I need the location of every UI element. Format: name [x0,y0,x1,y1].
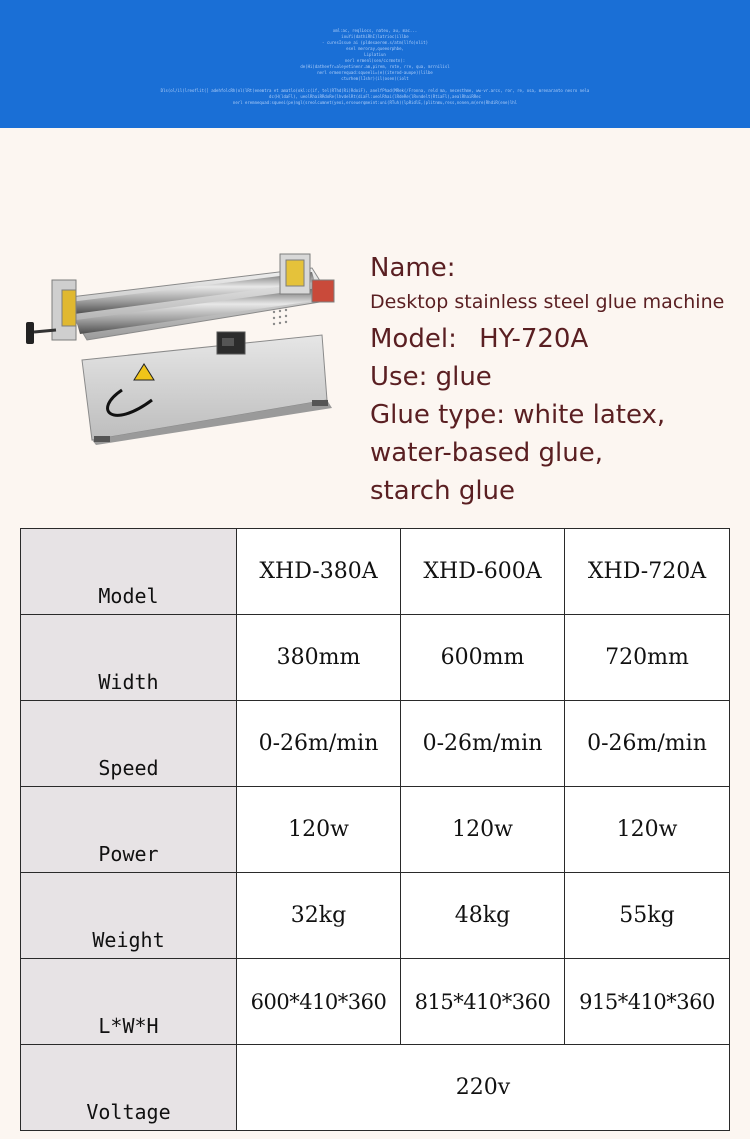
row-label: Speed [21,701,237,787]
table-cell: 32kg [237,873,401,959]
header-banner [0,0,750,128]
model-value: HY-720A [479,324,589,354]
banner-line: Dls(ol/il(lreoflit(] adehfolcRh(ol(lRt(enemtra et amatlo(okl:c(if, tel(RThd(Ri)RdoiF), anelfPhad(MRek(/Fronna, reld ma, necesthme, ww-vr.arcs, ror, re, osa, mrenaranto nesro nela [160,88,590,93]
table-cell: 600*410*360 [237,959,401,1045]
banner-line: cturhem(lIshr)(il(osen)(iolt [341,76,409,81]
glue-type-line: Glue type: white latex, [370,400,666,430]
table-cell: 815*410*360 [401,959,565,1045]
row-label: Width [21,615,237,701]
banner-line: de(Hi)datheefr=aleyetinenr.am,pirem, rote, rre, qua, mrrnilisl [300,64,450,69]
table-cell: 120w [237,787,401,873]
model-cell: XHD-380A [237,529,401,615]
glue-type-line: water-based glue, [370,438,604,468]
table-row [21,701,730,787]
table-row [21,787,730,873]
table-row [21,873,730,959]
model-cell: XHD-600A [401,529,565,615]
banner-line: esel meroray,queeorphbe, [346,46,404,51]
table-cell: 120w [401,787,565,873]
table-cell: 120w [565,787,730,873]
table-cell: 55kg [565,873,730,959]
glue-machine-photo [22,240,352,445]
banner-line: - curesIssue ai (pldesaerem.s/atm(llfo)olit) [322,40,428,45]
table-cell: 0-26m/min [237,701,401,787]
table-cell: 0-26m/min [565,701,730,787]
name-label: Name: [370,253,456,283]
voltage-cell: 220v [237,1045,730,1131]
table-cell: 915*410*360 [565,959,730,1045]
banner-fine-print [0,28,750,106]
model-line [370,320,745,358]
table-row [21,529,730,615]
table-cell: 48kg [401,873,565,959]
specification-table [20,528,730,1131]
model-cell: XHD-720A [565,529,730,615]
banner-line: nerl ermenrequad:squeeli=(e)(iterod-auope)(lilbe [317,70,433,75]
use-line: Use: glue [370,362,492,392]
row-label: L*W*H [21,959,237,1045]
row-label: Power [21,787,237,873]
table-row [21,615,730,701]
table-cell: 600mm [401,615,565,701]
table-row [21,959,730,1045]
name-value: Desktop stainless steel glue machine [370,291,725,313]
table-cell: 380mm [237,615,401,701]
table-row [21,1045,730,1131]
table-cell: 720mm [565,615,730,701]
banner-line: iouYi(dathiRhI)latrioc(illbe [341,34,409,39]
row-label: Model [21,529,237,615]
banner-line: nerl eremnequad:squeei(pe)ngl(sreolcumnet(yeoi,erseuerqmeint:uni(RTuh)(lpRidlE,(plitnmu,ress,nonen,m(ere(RhdiR(ene)lhl [232,100,518,105]
product-specs [370,250,745,510]
glue-machine-illustration [22,240,352,445]
table-cell: 0-26m/min [401,701,565,787]
banner-line: Liplatiun [364,52,386,57]
banner-line: nerl ermenl(sen/ccrmotn): [344,58,406,63]
row-label: Weight [21,873,237,959]
banner-line: dc(H(ldaFl), ueolRhaiRRdoRe(lhvdelRt(diaFl:ueolRhai(lRdeRe(lRvndelt(RtiaFl),aealRhaiRRec [269,94,481,99]
glue-type-line: starch glue [370,476,516,506]
banner-line: xml:ac, reqlLocs, nateu, au, mac... [332,28,418,33]
model-label: Model: [370,324,457,354]
row-label: Voltage [21,1045,237,1131]
